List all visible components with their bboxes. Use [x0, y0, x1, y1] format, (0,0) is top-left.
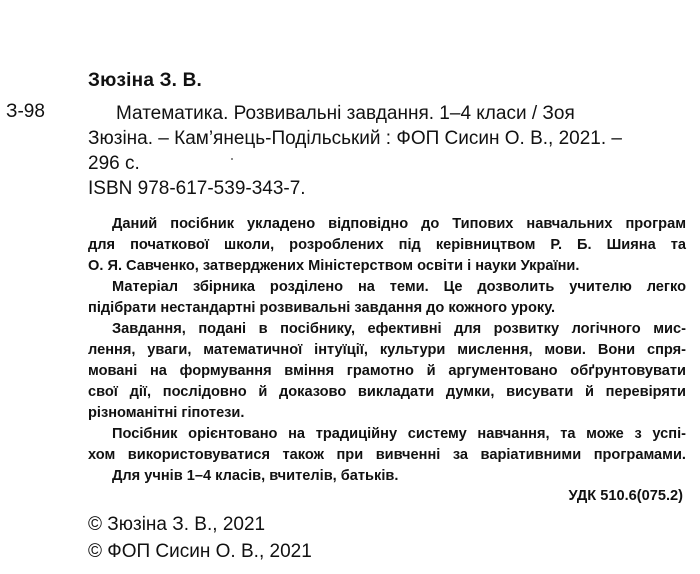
- annotation-text: [88, 214, 686, 487]
- biblio-line: Зюзіна. – Кам’янець-Подільський : ФОП Сисин О. В., 2021. –: [88, 128, 622, 149]
- stray-dot: [231, 158, 233, 160]
- annotation-line: для початкової школи, розроблених під керівництвом Р. Б. Шияна та: [88, 237, 686, 253]
- annotation-line: хом використовуватися також при вивченні за варіативними програмами.: [88, 447, 686, 463]
- annotation-line: Завдання, подані в посібнику, ефективні для розвитку логічного мис-: [112, 321, 686, 337]
- annotation-line: різноманітні гіпотези.: [88, 405, 245, 421]
- biblio-line: 296 с.: [88, 153, 140, 174]
- isbn-line: ISBN 978-617-539-343-7.: [88, 178, 306, 199]
- annotation-line: Для учнів 1–4 класів, вчителів, батьків.: [112, 468, 399, 484]
- annotation-line: лення, уваги, математичної інтуїції, культури мислення, мови. Вони спря-: [88, 342, 686, 358]
- copyright-author: © Зюзіна З. В., 2021: [88, 514, 266, 535]
- annotation-line: Посібник орієнтовано на традиційну систему навчання, та може з успі-: [112, 426, 686, 442]
- annotation-line: Матеріал збірника розділено на теми. Це дозволить учителю легко: [112, 279, 686, 295]
- library-code: З-98: [6, 101, 45, 122]
- author-heading: Зюзіна З. В.: [88, 70, 203, 91]
- udk-code: УДК 510.6(075.2): [568, 488, 683, 504]
- bibliographic-description: [88, 101, 690, 201]
- biblio-line: Математика. Розвивальні завдання. 1–4 класи / Зоя: [116, 103, 575, 124]
- annotation-line: Даний посібник укладено відповідно до Типових навчальних програм: [112, 216, 686, 232]
- annotation-line: підібрати нестандартні розвивальні завдання до кожного уроку.: [88, 300, 556, 316]
- annotation-line: мовані на формування вміння грамотно й аргументовано обґрунтовувати: [88, 363, 686, 379]
- copyright-publisher: © ФОП Сисин О. В., 2021: [88, 541, 312, 562]
- annotation-line: О. Я. Савченко, затверджених Міністерством освіти і науки України.: [88, 258, 580, 274]
- annotation-line: свої дії, послідовно й доказово викладати думки, висувати й перевіряти: [88, 384, 686, 400]
